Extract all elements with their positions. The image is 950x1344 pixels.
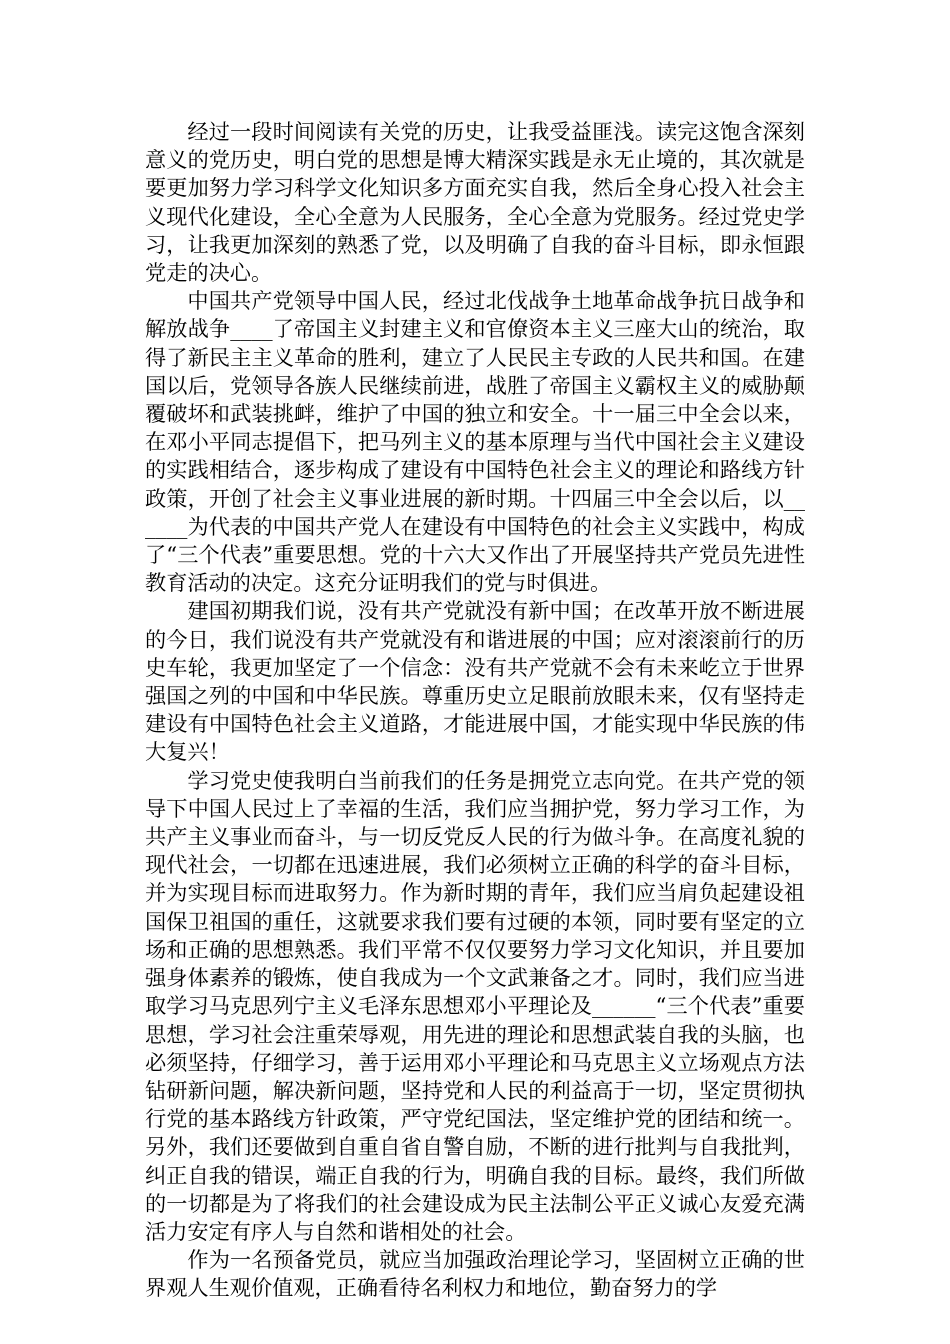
paragraph-reading-reflection: 经过一段时间阅读有关党的历史，让我受益匪浅。读完这饱含深刻意义的党历史，明白党的思想是博大精深实践是永无止境的，其次就是要更加努力学习科学文化知识多方面充实自我，然后全身心投入社会主义现代化建设，全心全意为人民服务，全心全意为党服务。经过党史学习，让我更加深刻的熟悉了党，以及明确了自我的奋斗目标，即永恒跟党走的决心。 (145, 119, 805, 286)
paragraph-mission: 学习党史使我明白当前我们的任务是拥党立志向党。在共产党的领导下中国人民过上了幸福的生活，我们应当拥护党，努力学习工作，为共产主义事业而奋斗，与一切反党反人民的行为做斗争。在高度礼貌的现代社会，一切都在迅速进展，我们必须树立正确的科学的奋斗目标，并为实现目标而进取努力。作为新时期的青年，我们应当肩负起建设祖国保卫祖国的重任，这就要求我们要有过硬的本领，同时要有坚定的立场和正确的思想熟悉。我们平常不仅仅要努力学习文化知识，并且要加强身体素养的锻炼，使自我成为一个文武兼备之才。同时，我们应当进取学习马克思列宁主义毛泽东思想邓小平理论及______“三个代表”重要思想，学习社会注重荣辱观，用先进的理论和思想武装自我的头脑，也必须坚持，仔细学习，善于运用邓小平理论和马克思主义立场观点方法钻研新问题，解决新问题，坚持党和人民的利益高于一切，坚定贯彻执行党的基本路线方针政策，严守党纪国法，坚定维护党的团结和统一。另外，我们还要做到自重自省自警自励，不断的进行批判与自我批判，纠正自我的错误，端正自我的行为，明确自我的目标。最终，我们所做的一切都是为了将我们的社会建设成为民主法制公平正义诚心友爱充满活力安定有序人与自然和谐相处的社会。 (145, 767, 805, 1244)
document-body (145, 118, 805, 1303)
paragraph-belief: 建国初期我们说，没有共产党就没有新中国；在改革开放不断进展的今日，我们说没有共产党就没有和谐进展的中国；应对滚滚前行的历史车轮，我更加坚定了一个信念：没有共产党就不会有未来屹立于世界强国之列的中国和中华民族。尊重历史立足眼前放眼未来，仅有坚持走建设有中国特色社会主义道路，才能进展中国，才能实现中华民族的伟大复兴！ (145, 598, 805, 765)
paragraph-probationary-member: 作为一名预备党员，就应当加强政治理论学习，坚固树立正确的世界观人生观价值观，正确看待名利权力和地位，勤奋努力的学 (145, 1247, 805, 1301)
paragraph-party-history: 中国共产党领导中国人民，经过北伐战争土地革命战争抗日战争和解放战争____了帝国主义封建主义和官僚资本主义三座大山的统治，取得了新民主主义革命的胜利，建立了人民民主专政的人民共和国。在建国以后，党领导各族人民继续前进，战胜了帝国主义霸权主义的威胁颠覆破坏和武装挑衅，维护了中国的独立和安全。十一届三中全会以来，在邓小平同志提倡下，把马列主义的基本原理与当代中国社会主义建设的实践相结合，逐步构成了建设有中国特色社会主义的理论和路线方针政策，开创了社会主义事业进展的新时期。十四届三中全会以后，以______为代表的中国共产党人在建设有中国特色的社会主义实践中，构成了“三个代表”重要思想。党的十六大又作出了开展坚持共产党员先进性教育活动的决定。这充分证明我们的党与时俱进。 (145, 288, 805, 596)
